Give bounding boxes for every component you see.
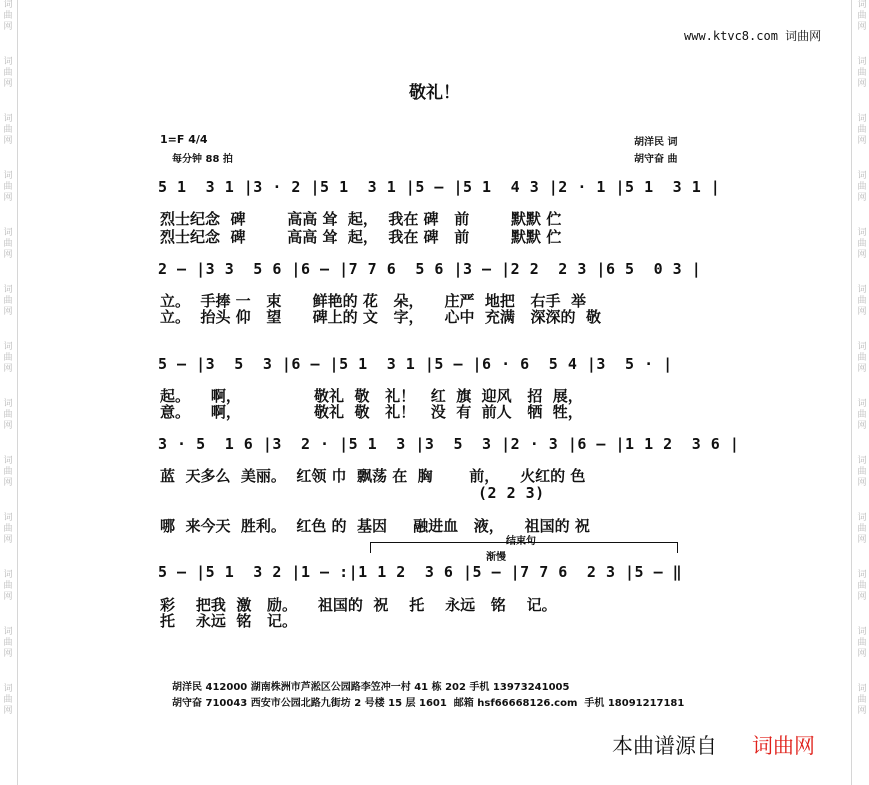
watermark-group: 词 曲 网 [3, 57, 13, 89]
watermark-group: 词 曲 网 [3, 114, 13, 146]
watermark-group: 词 曲 网 [3, 627, 13, 659]
lyric-line-5-verse-1: 彩 把我 激 励。 祖国的 祝 托 永远 铭 记。 [160, 596, 557, 614]
watermark-group: 词 曲 网 [857, 171, 867, 203]
watermark-group: 词 曲 网 [857, 627, 867, 659]
lyric-line-5-verse-2: 托 永远 铭 记。 [160, 612, 298, 630]
alternate-notes: (2 2 3) [478, 484, 545, 502]
contact-composer: 胡守奋 710043 西安市公园北路九街坊 2 号楼 15 层 1601 邮箱 hsf66668126.com 手机 18091217181 [172, 698, 685, 709]
watermark-group: 词 曲 网 [857, 342, 867, 374]
footer-brand-link[interactable]: 词曲网 [752, 734, 815, 758]
watermark-group: 词 曲 网 [3, 0, 13, 32]
notation-line-2: 2 — |3 3 5 6 |6 — |7 7 6 5 6 |3 — |2 2 2 3 |6 5 0 3 | [158, 260, 702, 278]
watermark-right [856, 0, 868, 785]
tempo: 每分钟 88 拍 [172, 154, 233, 165]
lyric-line-4-verse-1: 蓝 天多么 美丽。 红领 巾 飘荡 在 胸 前， 火红的 色 [160, 467, 586, 485]
dynamics-label: 渐慢 [486, 552, 506, 563]
watermark-group: 词 曲 网 [857, 57, 867, 89]
composer: 胡守奋 曲 [634, 154, 678, 165]
lyric-line-2-verse-2: 立。 抬头 仰 望 碑上的 文 字， 心中 充满 深深的 敬 [160, 308, 602, 326]
margin-line-right [851, 0, 852, 785]
watermark-group: 词 曲 网 [3, 684, 13, 716]
margin-line-left [17, 0, 18, 785]
watermark-group: 词 曲 网 [857, 513, 867, 545]
watermark-group: 词 曲 网 [857, 684, 867, 716]
watermark-group: 词 曲 网 [857, 114, 867, 146]
watermark-group: 词 曲 网 [3, 342, 13, 374]
lyric-line-4-verse-2: 哪 来今天 胜利。 红色 的 基因 融进血 液， 祖国的 祝 [160, 517, 590, 535]
watermark-group: 词 曲 网 [857, 0, 867, 32]
lyric-line-1-verse-1: 烈士纪念 碑 高高 耸 起， 我在 碑 前 默默 伫 [160, 210, 562, 228]
watermark-group: 词 曲 网 [857, 399, 867, 431]
notation-line-1: 5 1 3 1 |3 · 2 |5 1 3 1 |5 — |5 1 4 3 |2 · 1 |5 1 3 1 | [158, 178, 721, 196]
lyric-line-3-verse-1: 起。 啊， 敬礼 敬 礼！ 红 旗 迎风 招 展， [160, 387, 583, 405]
watermark-left [2, 0, 14, 785]
watermark-group: 词 曲 网 [857, 456, 867, 488]
watermark-group: 词 曲 网 [3, 285, 13, 317]
lyric-line-2-verse-1: 立。 手捧 一 束 鲜艳的 花 朵， 庄严 地把 右手 举 [160, 292, 587, 310]
watermark-group: 词 曲 网 [3, 399, 13, 431]
notation-line-5: 5 — |5 1 3 2 |1 — :|1 1 2 3 6 |5 — |7 7 6 2 3 |5 — ‖ [158, 563, 683, 581]
notation-line-4: 3 · 5 1 6 |3 2 · |5 1 3 |3 5 3 |2 · 3 |6 — |1 1 2 3 6 | [158, 435, 740, 453]
lyric-line-3-verse-2: 意。 啊， 敬礼 敬 礼！ 没 有 前人 牺 牲， [160, 403, 583, 421]
footer-source-text: 本曲谱源自 [612, 734, 717, 758]
watermark-group: 词 曲 网 [3, 513, 13, 545]
watermark-group: 词 曲 网 [3, 228, 13, 260]
notation-line-3: 5 — |3 5 3 |6 — |5 1 3 1 |5 — |6 · 6 5 4 |3 5 · | [158, 355, 673, 373]
watermark-group: 词 曲 网 [3, 171, 13, 203]
lyricist: 胡洋民 词 [634, 137, 678, 148]
lyric-line-1-verse-2: 烈士纪念 碑 高高 耸 起， 我在 碑 前 默默 伫 [160, 228, 562, 246]
watermark-group: 词 曲 网 [857, 228, 867, 260]
ending-label: 结束句 [506, 536, 536, 547]
song-title: 敬礼！ [409, 83, 460, 103]
watermark-group: 词 曲 网 [857, 570, 867, 602]
watermark-group: 词 曲 网 [857, 285, 867, 317]
contact-lyricist: 胡洋民 412000 湖南株洲市芦淞区公园路李笠冲一村 41 栋 202 手机 13973241005 [172, 682, 570, 693]
key-signature: 1=F 4/4 [160, 133, 208, 146]
watermark-group: 词 曲 网 [3, 456, 13, 488]
watermark-group: 词 曲 网 [3, 570, 13, 602]
site-url[interactable]: www.ktvc8.com 词曲网 [684, 29, 822, 43]
